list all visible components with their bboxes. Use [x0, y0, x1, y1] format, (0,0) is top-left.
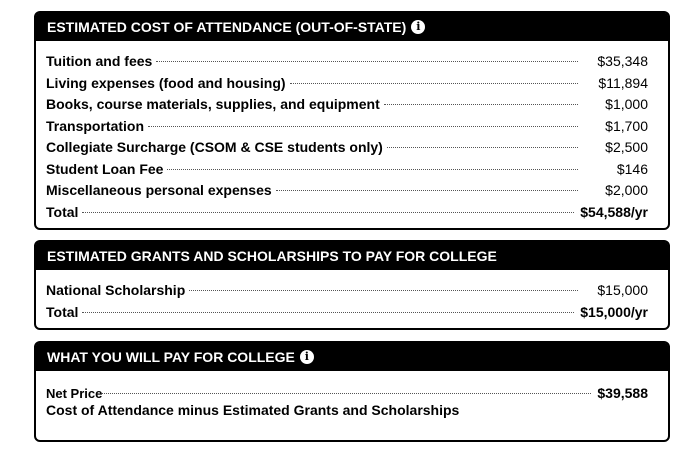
cost-item-amount: $11,894	[598, 74, 648, 91]
cost-item-amount: $2,000	[605, 182, 648, 198]
net-price-label: Net Price	[46, 386, 103, 401]
cost-item-amount: $146	[616, 160, 648, 177]
dotted-leader	[290, 83, 578, 84]
cost-item-amount: $1,700	[605, 117, 648, 134]
info-icon[interactable]: i	[411, 20, 425, 34]
grants-items-list	[36, 270, 668, 323]
net-price-header	[36, 343, 668, 371]
grants-total-row	[46, 302, 648, 324]
dotted-leader	[276, 190, 578, 191]
cost-of-attendance-card	[34, 11, 670, 230]
cost-item-label: Living expenses (food and housing)	[46, 74, 286, 91]
cost-item-row	[46, 159, 648, 181]
cost-item-row	[46, 94, 648, 116]
dotted-leader	[167, 169, 578, 170]
cost-item-amount: $35,348	[597, 53, 648, 69]
cost-item-row	[46, 116, 648, 138]
cost-item-row	[46, 137, 648, 159]
cost-item-label: Collegiate Surcharge (CSOM & CSE students only)	[46, 139, 383, 155]
cost-item-amount: $2,500	[605, 139, 648, 155]
net-price-title: WHAT YOU WILL PAY FOR COLLEGE	[47, 349, 295, 365]
grant-item-row	[46, 280, 648, 302]
dotted-leader	[387, 147, 578, 148]
cost-of-attendance-header	[36, 13, 668, 41]
dotted-leader	[102, 393, 591, 394]
cost-item-row	[46, 180, 648, 202]
cost-item-label: Student Loan Fee	[46, 160, 164, 177]
grant-item-label: National Scholarship	[46, 282, 186, 298]
grants-total-amount: $15,000/yr	[580, 303, 648, 320]
cost-item-label: Books, course materials, supplies, and equipment	[46, 96, 380, 112]
cost-total-label: Total	[46, 203, 79, 220]
grants-header	[36, 242, 668, 270]
dotted-leader	[156, 61, 578, 62]
net-price-row	[46, 385, 648, 402]
grant-item-amount: $15,000	[597, 282, 648, 298]
cost-total-row	[46, 202, 648, 224]
net-price-description: Cost of Attendance minus Estimated Grants and Scholarships	[46, 402, 460, 418]
net-price-card	[34, 341, 670, 442]
dotted-leader	[82, 212, 574, 213]
grants-card	[34, 240, 670, 330]
net-price-amount: $39,588	[597, 385, 648, 401]
dotted-leader	[189, 290, 578, 291]
cost-item-row	[46, 73, 648, 95]
dotted-leader	[82, 312, 574, 313]
cost-total-amount: $54,588/yr	[580, 203, 648, 220]
dotted-leader	[148, 126, 578, 127]
cost-item-label: Tuition and fees	[46, 53, 153, 69]
cost-of-attendance-title: ESTIMATED COST OF ATTENDANCE (OUT-OF-STATE)	[47, 19, 407, 35]
grants-total-label: Total	[46, 303, 79, 320]
grants-title: ESTIMATED GRANTS AND SCHOLARSHIPS TO PAY FOR COLLEGE	[47, 248, 497, 264]
cost-item-label: Transportation	[46, 117, 145, 134]
info-icon[interactable]: i	[300, 350, 314, 364]
cost-items-list	[36, 41, 668, 223]
cost-item-amount: $1,000	[605, 96, 648, 112]
net-price-block	[36, 371, 668, 419]
cost-item-label: Miscellaneous personal expenses	[46, 182, 272, 198]
dotted-leader	[384, 104, 578, 105]
cost-item-row	[46, 51, 648, 73]
